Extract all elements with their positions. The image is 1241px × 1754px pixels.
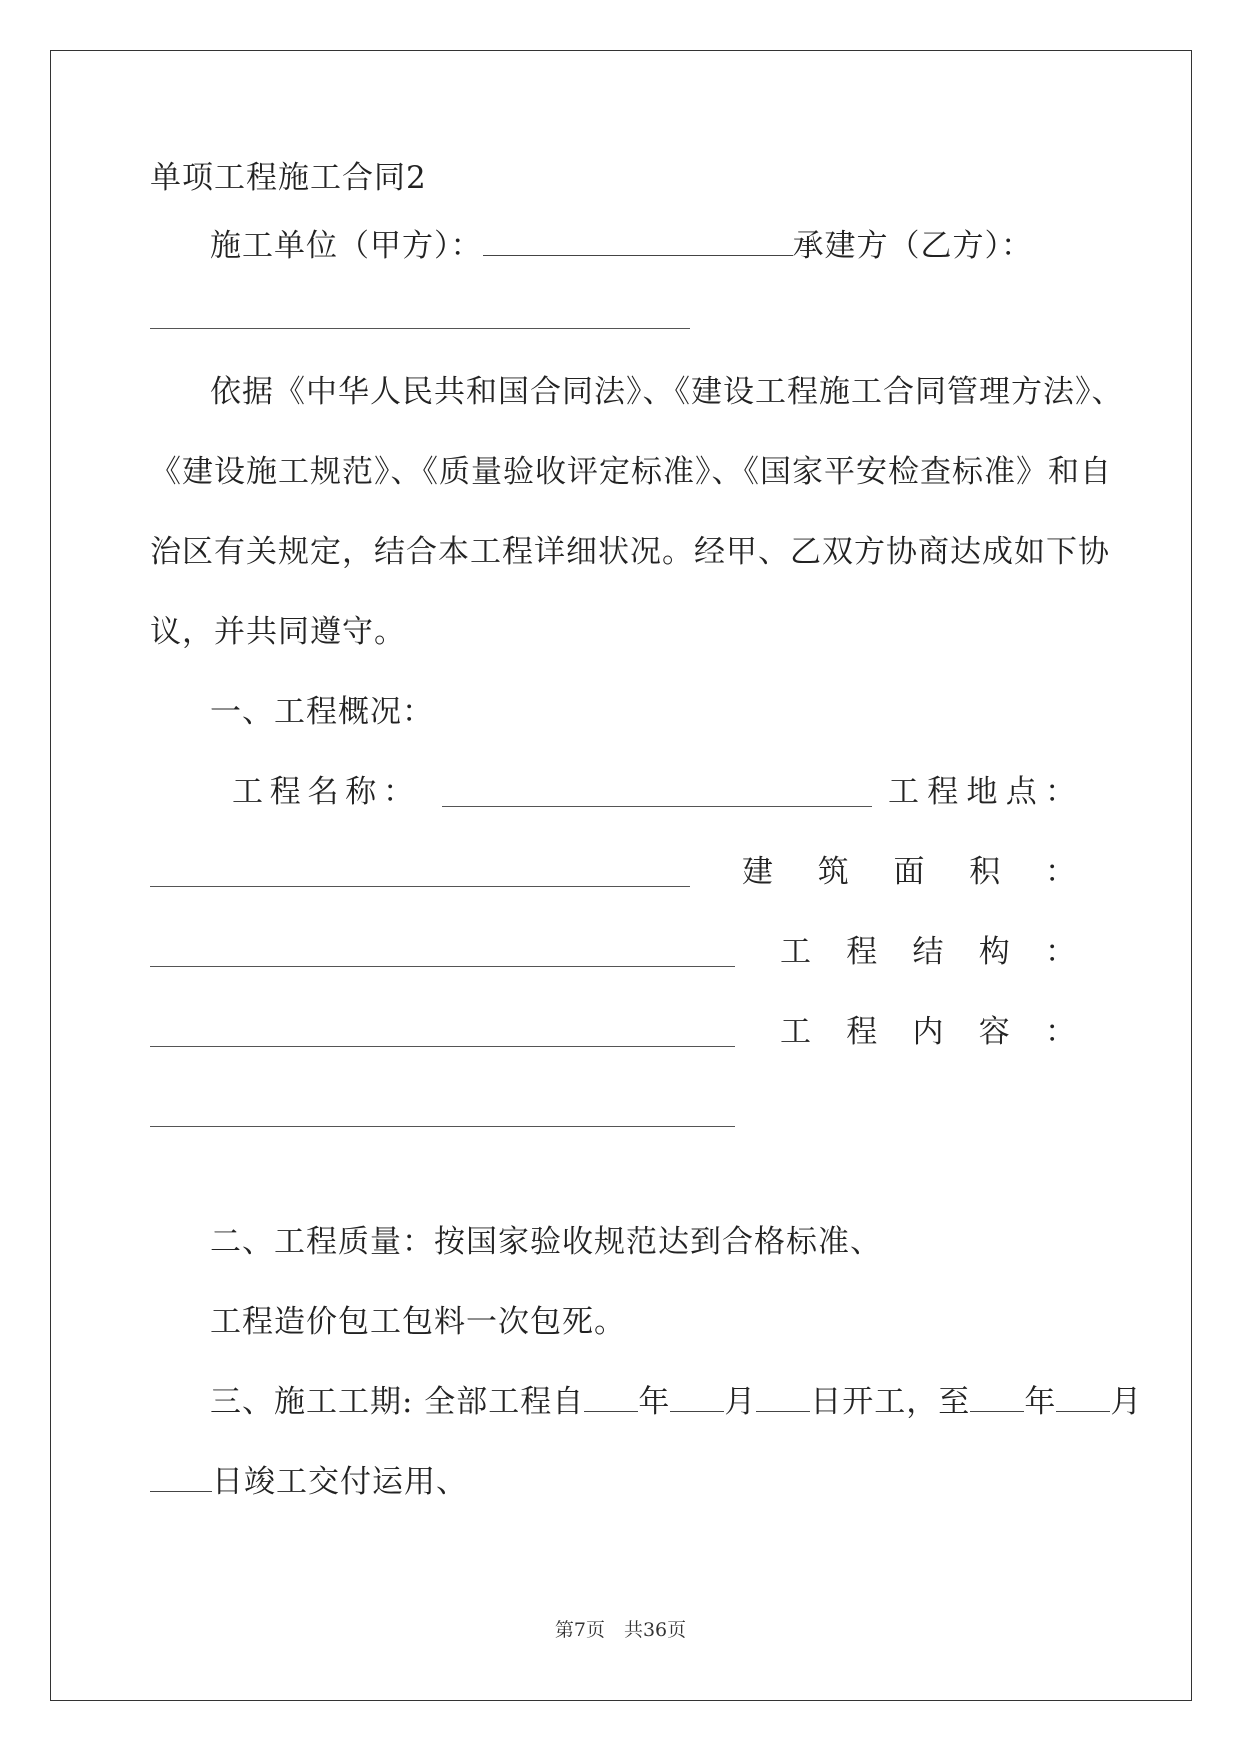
char: 工: [232, 774, 263, 810]
char: 容: [978, 1014, 1010, 1050]
char: 工: [888, 774, 919, 810]
building-area-label: [742, 852, 1076, 892]
char: ：: [1045, 1014, 1076, 1050]
char: 程: [927, 774, 959, 810]
project-location-label: [888, 772, 1076, 812]
section3-prefix: 三、施工工期: 全部工程自: [210, 1384, 585, 1420]
party-b-label: 承建方（乙方）：: [792, 228, 1033, 264]
char: 程: [846, 1014, 878, 1050]
char: 面: [893, 854, 925, 890]
char: 建: [742, 854, 773, 890]
start-month-blank[interactable]: [670, 1383, 724, 1412]
start-day-blank[interactable]: [756, 1383, 810, 1412]
char: 工: [780, 1014, 811, 1050]
char: 结: [912, 934, 944, 970]
project-location-blank[interactable]: [150, 886, 690, 887]
intro-line-1: 依据《中华人民共和国合同法》、《建设工程施工合同管理方法》、: [210, 374, 1124, 410]
section1-heading: 一、工程概况：: [210, 694, 434, 730]
char: ：: [1045, 774, 1076, 810]
section2-line-2: 工程造价包工包料一次包死。: [210, 1304, 626, 1340]
char: 地: [966, 774, 998, 810]
page-footer: 第7页 共36页: [554, 1619, 687, 1641]
project-content-label: [780, 1012, 1076, 1052]
char: 程: [846, 934, 878, 970]
party-a-label: 施工单位（甲方）：: [210, 228, 483, 264]
party-line: [210, 226, 1140, 266]
section3-line-2: [150, 1462, 1080, 1502]
end-day-blank[interactable]: [150, 1463, 212, 1492]
char: ：: [1045, 854, 1076, 890]
char: 积: [969, 854, 1001, 890]
start-label: 日开工，至: [810, 1384, 971, 1420]
intro-line-2: 《建设施工规范》、《质量验收评定标准》、《国家平安检查标准》和自: [150, 454, 1112, 490]
end-label: 日竣工交付运用、: [212, 1464, 468, 1500]
char: 名: [307, 774, 339, 810]
project-content-blank[interactable]: [150, 1126, 735, 1127]
char: 工: [780, 934, 811, 970]
project-name-label: [232, 772, 414, 812]
project-structure-blank[interactable]: [150, 1046, 735, 1047]
intro-line-4: 议，并共同遵守。: [150, 614, 406, 650]
project-structure-label: [780, 932, 1076, 972]
start-year-blank[interactable]: [584, 1383, 638, 1412]
char: ：: [1045, 934, 1076, 970]
char: 点: [1005, 774, 1037, 810]
building-area-blank[interactable]: [150, 966, 735, 967]
year2-label: 年: [1024, 1384, 1057, 1420]
document-title: 单项工程施工合同2: [150, 160, 427, 196]
intro-line-3: 治区有关规定，结合本工程详细状况。经甲、乙双方协商达成如下协: [150, 534, 1110, 570]
char: 称: [345, 774, 377, 810]
project-name-blank[interactable]: [442, 806, 872, 807]
month-label: 月: [724, 1384, 757, 1420]
section3-line-1: [210, 1382, 1143, 1422]
end-year-blank[interactable]: [970, 1383, 1024, 1412]
char: 程: [269, 774, 301, 810]
char: 内: [912, 1014, 944, 1050]
end-month-blank[interactable]: [1056, 1383, 1110, 1412]
month2-label: 月: [1110, 1384, 1143, 1420]
year-label: 年: [638, 1384, 671, 1420]
char: 构: [978, 934, 1010, 970]
char: ：: [383, 774, 414, 810]
party-b-blank[interactable]: [150, 328, 690, 329]
party-a-blank[interactable]: [483, 227, 793, 256]
section2-line-1: 二、工程质量：按国家验收规范达到合格标准、: [210, 1224, 882, 1260]
char: 筑: [817, 854, 849, 890]
